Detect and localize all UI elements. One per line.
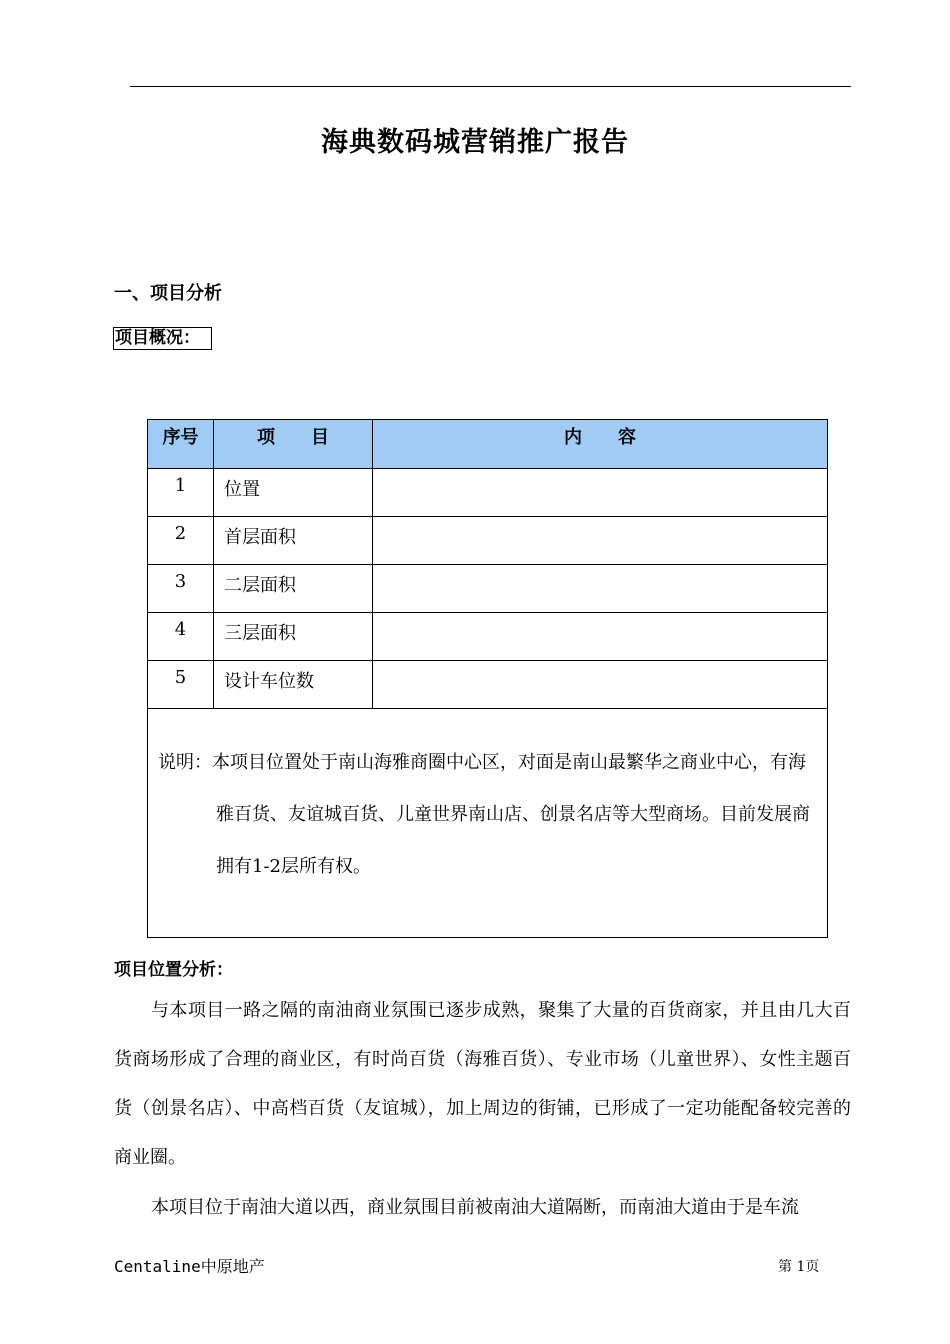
row-item: 位置 (214, 469, 373, 517)
section-heading-project-analysis: 一、项目分析 (114, 283, 222, 304)
footer-page-number: 第 1页 (778, 1259, 820, 1275)
footer-company-name: Centaline中原地产 (114, 1257, 265, 1276)
row-content (373, 517, 828, 565)
row-number: 5 (148, 661, 214, 709)
table-note-text: 说明：本项目位置处于南山海雅商圈中心区，对面是南山最繁华之商业中心，有海雅百货、友谊城百货、儿童世界南山店、创景名店等大型商场。目前发展商拥有1-2层所有权。 (158, 752, 810, 877)
table-row (148, 565, 828, 613)
row-item: 二层面积 (214, 565, 373, 613)
table-row (148, 469, 828, 517)
row-content (373, 661, 828, 709)
location-analysis-paragraph: 本项目位于南油大道以西，商业氛围目前被南油大道隔断，而南油大道由于是车流 (151, 1197, 799, 1218)
row-content (373, 469, 828, 517)
row-number: 3 (148, 565, 214, 613)
project-overview-label: 项目概况： (113, 327, 212, 350)
row-content (373, 613, 828, 661)
header-serial-number: 序号 (148, 420, 214, 469)
document-title: 海典数码城营销推广报告 (321, 127, 629, 158)
table-row (148, 613, 828, 661)
location-analysis-heading: 项目位置分析： (114, 960, 233, 980)
row-number: 1 (148, 469, 214, 517)
table-note-row (148, 709, 828, 938)
table-row (148, 517, 828, 565)
header-rule (130, 86, 851, 87)
project-overview-table (147, 419, 828, 938)
header-content: 内 容 (373, 420, 828, 469)
location-analysis-paragraph: 与本项目一路之隔的南油商业氛围已逐步成熟，聚集了大量的百货商家，并且由几大百货商场形成了合理的商业区，有时尚百货（海雅百货）、专业市场（儿童世界）、女性主题百货（创景名店）、中高档百货（友谊城），加上周边的街铺，已形成了一定功能配备较完善的商业圈。 (114, 1000, 851, 1168)
row-content (373, 565, 828, 613)
row-item: 设计车位数 (214, 661, 373, 709)
row-number: 2 (148, 517, 214, 565)
row-item: 三层面积 (214, 613, 373, 661)
table-note-cell (148, 709, 828, 938)
header-item: 项 目 (214, 420, 373, 469)
table-row (148, 661, 828, 709)
table-header-row (148, 420, 828, 469)
row-item: 首层面积 (214, 517, 373, 565)
row-number: 4 (148, 613, 214, 661)
